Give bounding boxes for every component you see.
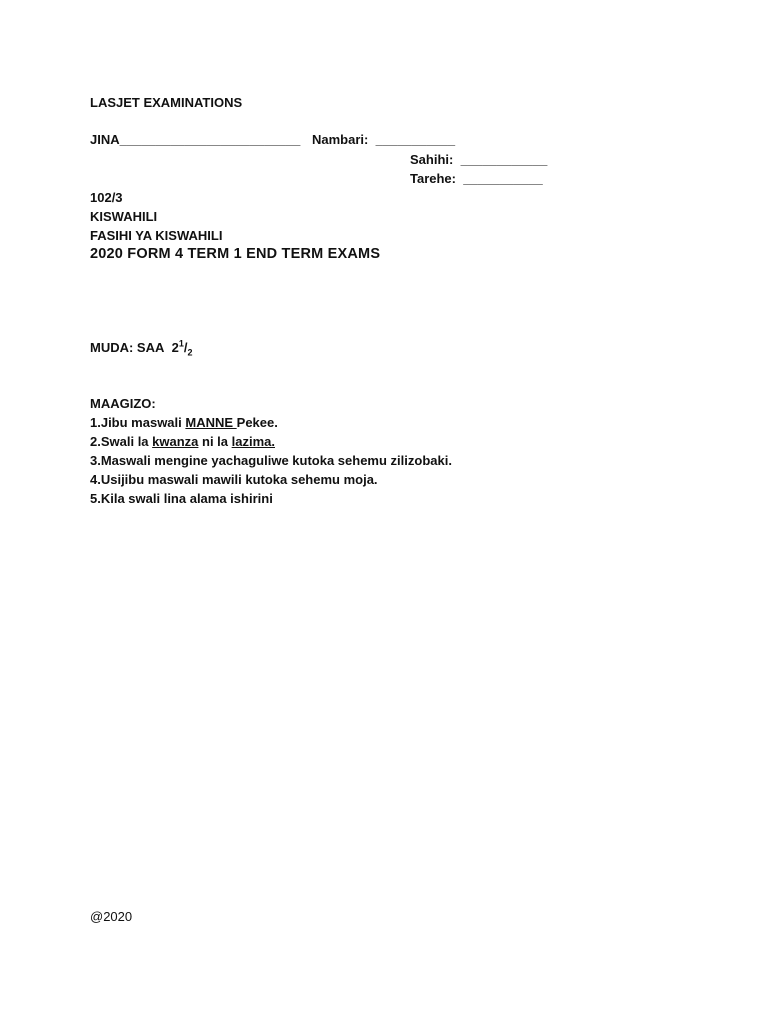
exam-title: 2020 FORM 4 TERM 1 END TERM EXAMS: [90, 246, 381, 262]
instruction-text: 2.Swali la: [90, 434, 153, 449]
signature-label: Sahihi:: [410, 152, 454, 167]
name-blank: _________________________: [119, 132, 301, 147]
duration-whole: 2: [171, 340, 179, 355]
subject-name: KISWAHILI: [90, 209, 158, 224]
name-field: [90, 132, 300, 148]
date-label: Tarehe:: [410, 171, 456, 186]
instruction-text: Pekee.: [236, 415, 278, 430]
paper-title: FASIHI YA KISWAHILI: [90, 228, 223, 243]
instruction-item: 5.Kila swali lina alama ishirini: [90, 491, 273, 506]
instruction-emphasis: kwanza: [152, 434, 199, 449]
paper-code: 102/3: [90, 190, 123, 205]
instruction-item: [90, 415, 278, 431]
instruction-emphasis: MANNE: [185, 415, 237, 430]
duration-numerator: 1: [178, 338, 184, 349]
instruction-item: 4.Usijibu maswali mawili kutoka sehemu moja.: [90, 472, 378, 487]
duration: [90, 340, 193, 356]
duration-denominator: 2: [187, 347, 193, 358]
instruction-emphasis: lazima.: [231, 434, 275, 449]
signature-field: [410, 152, 547, 168]
date-field: [410, 171, 543, 187]
number-blank: ___________: [375, 132, 456, 147]
instruction-text: ni la: [198, 434, 232, 449]
date-blank: ___________: [463, 171, 543, 186]
copyright-footer: @2020: [90, 909, 133, 924]
number-label: Nambari:: [312, 132, 369, 147]
instructions-heading: MAAGIZO:: [90, 396, 156, 411]
duration-slash: /: [183, 340, 188, 355]
instruction-item: [90, 434, 275, 450]
number-field: [312, 132, 455, 148]
name-label: JINA: [90, 132, 120, 147]
instruction-text: 1.Jibu maswali: [90, 415, 186, 430]
signature-blank: ____________: [460, 152, 548, 167]
duration-label: MUDA: SAA: [90, 340, 165, 355]
institution-name: LASJET EXAMINATIONS: [90, 95, 243, 110]
instruction-item: 3.Maswali mengine yachaguliwe kutoka sehemu zilizobaki.: [90, 453, 452, 468]
